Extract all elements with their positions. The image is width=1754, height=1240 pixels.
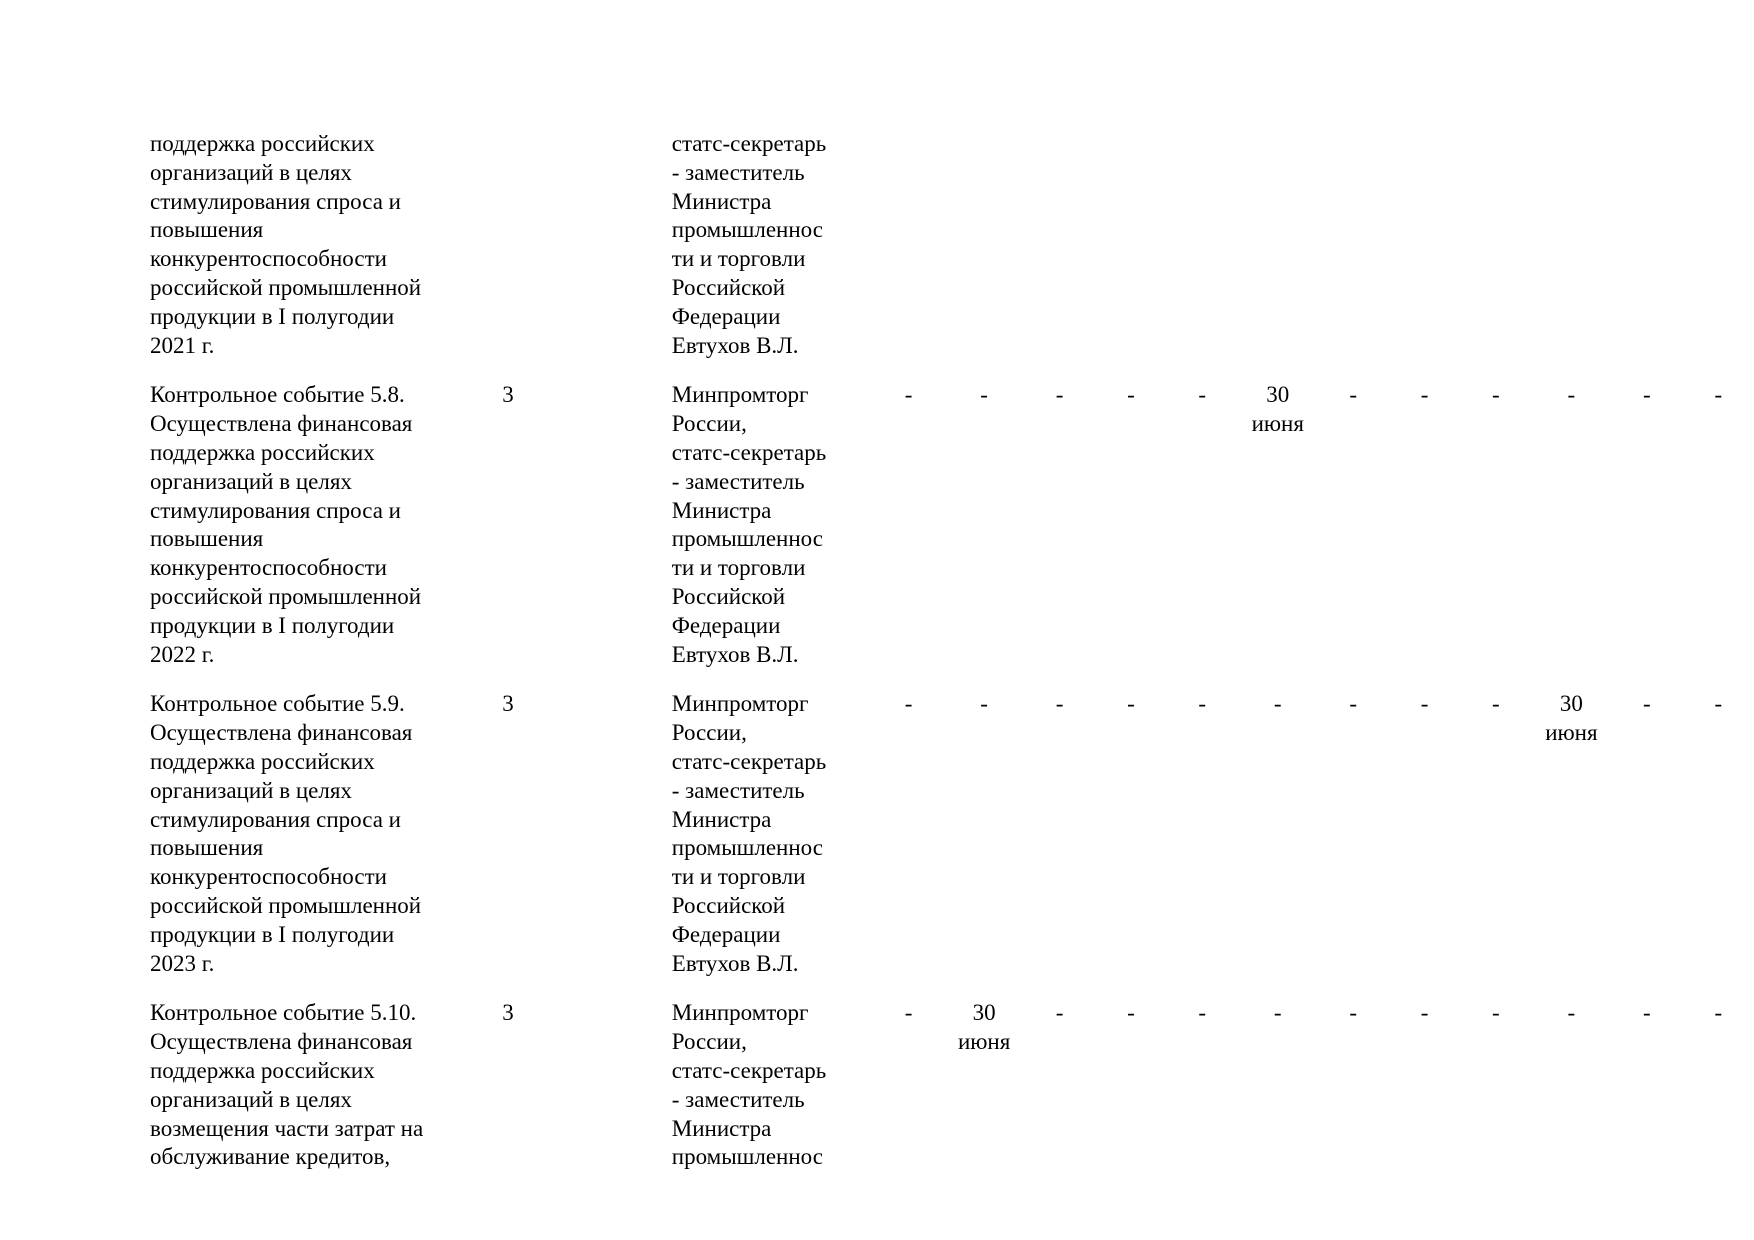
responsible-line: ти и торговли: [671, 864, 806, 890]
month-value: -: [1492, 382, 1500, 408]
level-value: 3: [502, 1000, 514, 1026]
responsible-line: статс-секретарь: [671, 748, 827, 774]
month-cell: [1389, 130, 1460, 360]
responsible-line: Евтухов В.Л.: [671, 950, 799, 976]
month-value: июня: [1545, 720, 1598, 746]
responsible-line: России,: [671, 411, 747, 437]
description-line: конкурентоспособности: [150, 864, 387, 890]
month-cell: [1238, 690, 1318, 978]
event-level: [500, 999, 672, 1172]
description-line: 2023 г.: [150, 950, 215, 976]
month-value: -: [1349, 691, 1358, 717]
event-description: [150, 130, 500, 360]
month-cell: [1611, 130, 1682, 360]
month-cell: [1389, 690, 1460, 978]
month-value: -: [904, 691, 913, 717]
month-value: -: [1198, 382, 1207, 408]
month-cell: [1095, 690, 1166, 978]
month-cell: [1095, 999, 1166, 1172]
month-cell: [1167, 999, 1238, 1172]
month-cell: [873, 130, 944, 360]
month-cell: [1238, 999, 1318, 1172]
month-value: -: [1420, 691, 1429, 717]
event-level: [500, 381, 672, 669]
month-cell: [1318, 999, 1389, 1172]
responsible-line: Российской: [671, 583, 786, 609]
month-cell: [1095, 381, 1166, 669]
row-spacer: [150, 978, 1754, 999]
month-value: -: [980, 382, 988, 408]
responsible-line: Федерации: [671, 921, 781, 947]
month-cell: [1532, 690, 1612, 978]
description-line: Контрольное событие 5.8.: [150, 382, 405, 408]
event-level: [500, 130, 672, 360]
month-value: -: [1714, 382, 1723, 408]
table-row: [150, 999, 1754, 1172]
description-line: поддержка российских: [150, 748, 375, 774]
month-cell: [1611, 999, 1682, 1172]
description-line: продукции в I полугодии: [150, 921, 395, 947]
description-line: Осуществлена финансовая: [150, 1029, 413, 1055]
month-cell: [1532, 999, 1612, 1172]
month-value: 30: [1559, 691, 1583, 717]
month-value: -: [1492, 691, 1500, 717]
month-cell: [1167, 690, 1238, 978]
month-cell: [1683, 381, 1754, 669]
month-value: -: [1420, 1000, 1429, 1026]
responsible-line: - заместитель: [671, 159, 805, 185]
responsible-line: Министра: [671, 1115, 772, 1141]
description-line: повышения: [150, 526, 264, 552]
month-value: -: [1420, 382, 1429, 408]
month-cell: [1095, 130, 1166, 360]
responsible-line: Российской: [671, 274, 786, 300]
responsible-line: промышленнос: [671, 217, 823, 243]
month-cell: [1460, 130, 1531, 360]
responsible-line: - заместитель: [671, 1086, 805, 1112]
responsible-line: ти и торговли: [671, 246, 806, 272]
month-value: июня: [1251, 411, 1304, 437]
row-spacer: [150, 669, 1754, 690]
description-line: продукции в I полугодии: [150, 612, 395, 638]
description-line: поддержка российских: [150, 1057, 375, 1083]
responsible-line: России,: [671, 1029, 747, 1055]
month-cell: [1318, 130, 1389, 360]
month-value: -: [980, 691, 988, 717]
description-line: Осуществлена финансовая: [150, 411, 413, 437]
description-line: российской промышленной: [150, 274, 422, 300]
month-value: июня: [957, 1029, 1011, 1055]
month-value: -: [1055, 691, 1064, 717]
month-value: -: [1567, 382, 1576, 408]
responsible-line: Министра: [671, 188, 772, 214]
month-value: -: [1055, 382, 1064, 408]
description-line: поддержка российских: [150, 439, 375, 465]
description-line: стимулирования спроса и: [150, 188, 401, 214]
month-cell: [1238, 381, 1318, 669]
month-cell: [1024, 381, 1095, 669]
responsible-line: Минпромторг: [671, 382, 809, 408]
month-cell: [1318, 381, 1389, 669]
month-cell: [1683, 999, 1754, 1172]
month-value: -: [904, 382, 913, 408]
responsible-line: промышленнос: [671, 1144, 823, 1170]
level-value: 3: [502, 382, 514, 408]
description-line: российской промышленной: [150, 583, 422, 609]
responsible-line: России,: [671, 720, 747, 746]
month-cell: [1460, 999, 1531, 1172]
month-cell: [1683, 690, 1754, 978]
month-value: -: [1492, 1000, 1500, 1026]
description-line: возмещения части затрат на: [150, 1115, 424, 1141]
responsible-executor: [672, 690, 873, 978]
month-cell: [944, 130, 1024, 360]
responsible-executor: [672, 130, 873, 360]
responsible-line: Министра: [671, 497, 772, 523]
responsible-line: Евтухов В.Л.: [671, 641, 799, 667]
month-cell: [1611, 381, 1682, 669]
responsible-line: Российской: [671, 892, 786, 918]
responsible-executor: [672, 381, 873, 669]
month-value: 30: [972, 1000, 996, 1026]
plan-table: [150, 130, 1754, 1172]
description-line: организаций в целях: [150, 1086, 352, 1112]
description-line: организаций в целях: [150, 159, 352, 185]
event-level: [500, 690, 672, 978]
responsible-line: - заместитель: [671, 777, 805, 803]
month-cell: [1460, 690, 1531, 978]
responsible-line: статс-секретарь: [671, 131, 827, 156]
month-cell: [873, 381, 944, 669]
responsible-line: ти и торговли: [671, 555, 806, 581]
month-value: -: [1349, 1000, 1358, 1026]
month-value: -: [1643, 691, 1651, 717]
month-cell: [1389, 999, 1460, 1172]
table-row: [150, 130, 1754, 360]
month-cell: [1024, 130, 1095, 360]
table-body: [150, 130, 1754, 1172]
description-line: организаций в целях: [150, 468, 352, 494]
month-cell: [1683, 130, 1754, 360]
month-value: -: [1198, 1000, 1207, 1026]
month-cell: [1167, 130, 1238, 360]
month-cell: [1167, 381, 1238, 669]
description-line: продукции в I полугодии: [150, 303, 395, 329]
description-line: конкурентоспособности: [150, 555, 387, 581]
responsible-line: промышленнос: [671, 526, 823, 552]
month-cell: [1532, 381, 1612, 669]
responsible-executor: [672, 999, 873, 1172]
month-value: -: [1567, 1000, 1576, 1026]
description-line: 2021 г.: [150, 332, 215, 358]
month-value: -: [1198, 691, 1207, 717]
month-cell: [944, 381, 1024, 669]
responsible-line: статс-секретарь: [671, 1057, 827, 1083]
event-description: [150, 690, 500, 978]
responsible-line: Министра: [671, 806, 772, 832]
responsible-line: статс-секретарь: [671, 439, 827, 465]
table-row: [150, 690, 1754, 978]
month-cell: [944, 690, 1024, 978]
description-line: конкурентоспособности: [150, 246, 387, 272]
description-line: поддержка российских: [150, 131, 375, 156]
month-cell: [1024, 999, 1095, 1172]
responsible-line: Минпромторг: [671, 691, 809, 717]
month-value: -: [1714, 1000, 1723, 1026]
event-description: [150, 999, 500, 1172]
description-line: 2022 г.: [150, 641, 215, 667]
month-cell: [944, 999, 1024, 1172]
description-line: Осуществлена финансовая: [150, 720, 413, 746]
month-cell: [873, 690, 944, 978]
description-line: организаций в целях: [150, 777, 352, 803]
responsible-line: Минпромторг: [671, 1000, 809, 1026]
month-cell: [1532, 130, 1612, 360]
month-value: -: [1714, 691, 1723, 717]
month-value: -: [1273, 1000, 1282, 1026]
month-cell: [873, 999, 944, 1172]
description-line: повышения: [150, 835, 264, 861]
month-value: -: [1273, 691, 1282, 717]
description-line: Контрольное событие 5.9.: [150, 691, 405, 717]
month-value: -: [1349, 382, 1358, 408]
month-value: 30: [1266, 382, 1290, 408]
description-line: Контрольное событие 5.10.: [150, 1000, 417, 1026]
month-cell: [1611, 690, 1682, 978]
month-value: -: [1643, 1000, 1651, 1026]
description-line: обслуживание кредитов,: [150, 1144, 391, 1170]
description-line: повышения: [150, 217, 264, 243]
month-cell: [1238, 130, 1318, 360]
event-description: [150, 381, 500, 669]
responsible-line: - заместитель: [671, 468, 805, 494]
month-value: -: [1127, 691, 1135, 717]
month-value: -: [1127, 1000, 1135, 1026]
row-spacer: [150, 360, 1754, 381]
level-value: 3: [502, 691, 514, 717]
description-line: российской промышленной: [150, 892, 422, 918]
month-cell: [1318, 690, 1389, 978]
month-value: -: [1055, 1000, 1064, 1026]
month-cell: [1024, 690, 1095, 978]
responsible-line: Федерации: [671, 612, 781, 638]
description-line: стимулирования спроса и: [150, 806, 401, 832]
responsible-line: Евтухов В.Л.: [671, 332, 799, 358]
month-cell: [1389, 381, 1460, 669]
description-line: стимулирования спроса и: [150, 497, 401, 523]
month-value: -: [904, 1000, 913, 1026]
responsible-line: промышленнос: [671, 835, 823, 861]
table-row: [150, 381, 1754, 669]
month-value: -: [1127, 382, 1135, 408]
month-cell: [1460, 381, 1531, 669]
month-value: -: [1643, 382, 1651, 408]
responsible-line: Федерации: [671, 303, 781, 329]
